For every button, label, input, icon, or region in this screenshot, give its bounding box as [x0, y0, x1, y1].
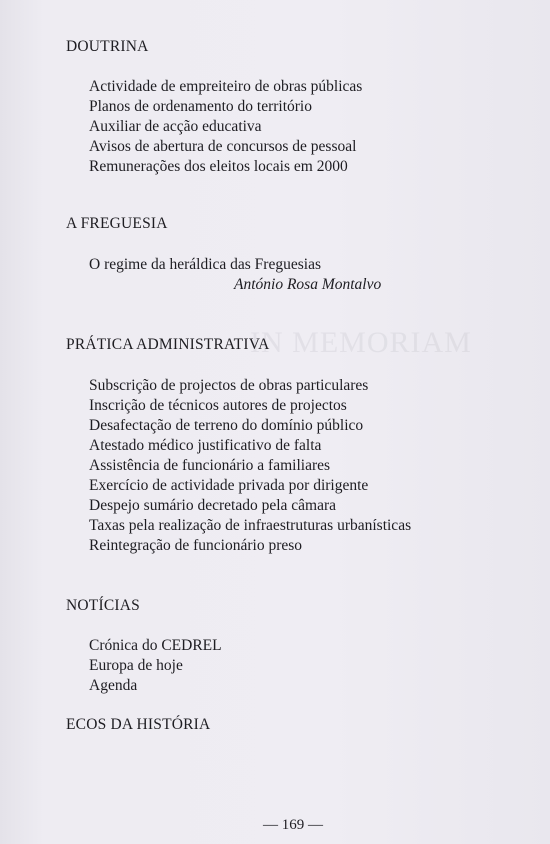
toc-item: Reintegração de funcionário preso: [89, 537, 303, 554]
toc-item: Avisos de abertura de concursos de pessoal: [89, 138, 357, 155]
toc-item: Exercício de actividade privada por dirigente: [89, 477, 369, 494]
toc-item: Auxiliar de acção educativa: [89, 118, 262, 135]
article-author: António Rosa Montalvo: [234, 276, 382, 293]
toc-item: Assistência de funcionário a familiares: [89, 457, 331, 474]
section-title-noticias: NOTÍCIAS: [66, 597, 140, 614]
toc-item: Despejo sumário decretado pela câmara: [89, 497, 337, 514]
toc-item: Atestado médico justificativo de falta: [89, 437, 322, 454]
watermark-text: IN MEMORIAM: [250, 326, 472, 359]
section-title-pratica-administrativa: PRÁTICA ADMINISTRATIVA: [66, 336, 270, 353]
toc-item: Taxas pela realização de infraestruturas urbanísticas: [89, 517, 412, 534]
toc-item: Subscrição de projectos de obras particulares: [89, 377, 369, 394]
toc-item: Actividade de empreiteiro de obras públicas: [89, 78, 363, 95]
section-title-doutrina: DOUTRINA: [66, 38, 149, 55]
toc-item: Crónica do CEDREL: [89, 637, 222, 654]
toc-item: Remunerações dos eleitos locais em 2000: [89, 158, 348, 175]
toc-item: Inscrição de técnicos autores de projectos: [89, 397, 347, 414]
toc-item: Agenda: [89, 677, 138, 694]
page-number-row: [0, 817, 550, 834]
toc-item: O regime da heráldica das Freguesias: [89, 256, 321, 273]
section-title-ecos-da-historia: ECOS DA HISTÓRIA: [66, 716, 211, 733]
section-title-freguesia: A FREGUESIA: [66, 215, 168, 232]
toc-item: Planos de ordenamento do território: [89, 98, 312, 115]
toc-item: Europa de hoje: [89, 657, 183, 674]
page-number: — 169 —: [263, 817, 323, 833]
toc-item: Desafectação de terreno do domínio público: [89, 417, 364, 434]
